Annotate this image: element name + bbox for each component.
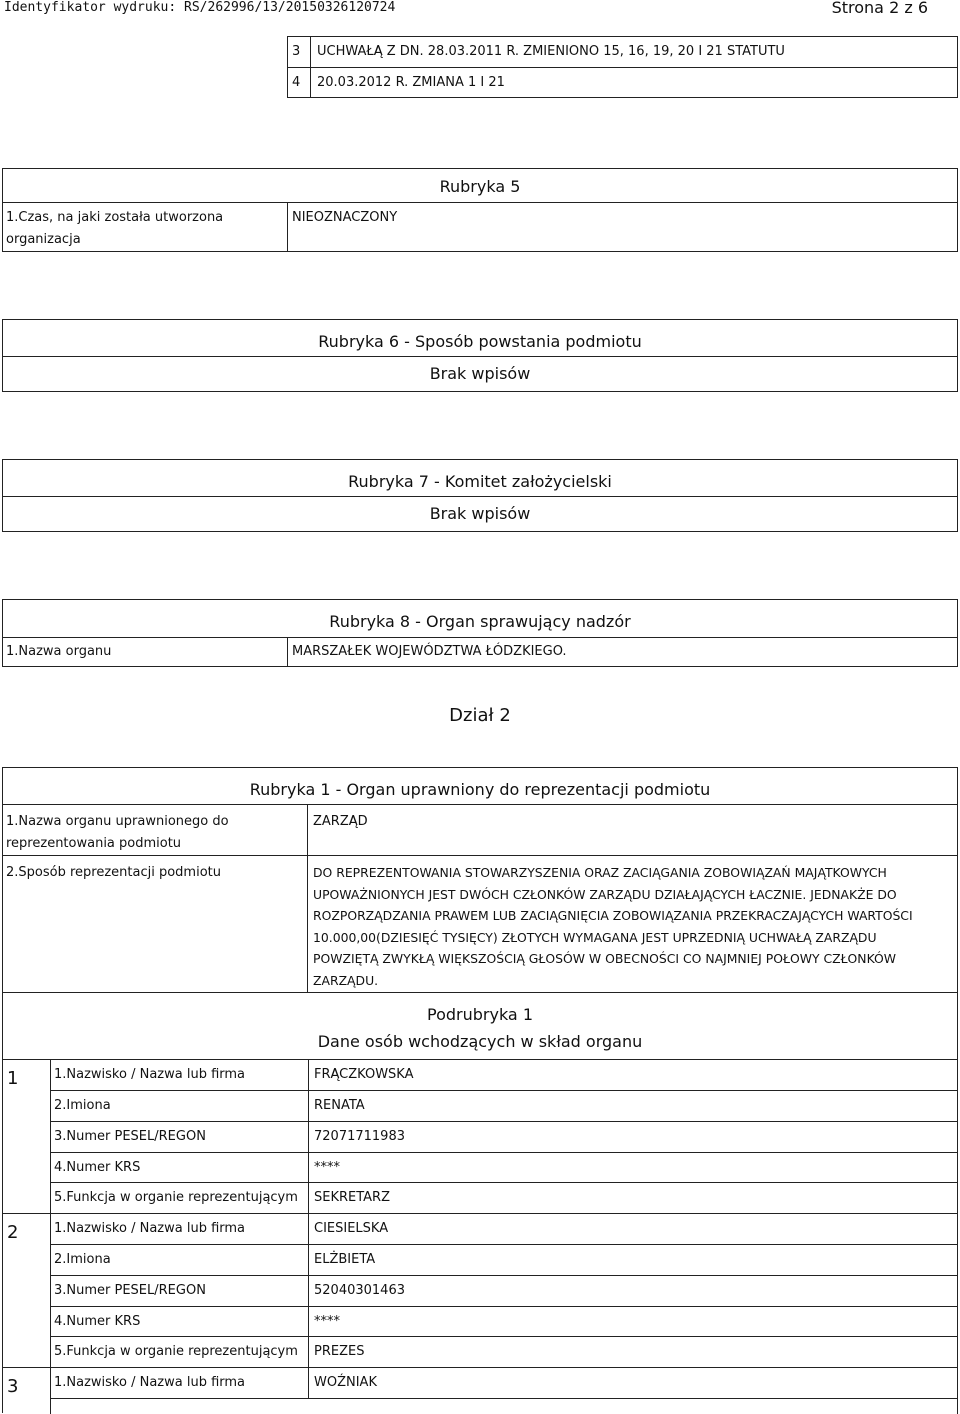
history-row-num-cell — [288, 37, 311, 67]
member-field-value: WOŹNIAK — [314, 1375, 377, 1390]
rubryka1-value2-cell — [308, 855, 957, 992]
rubryka1-title: Rubryka 1 - Organ uprawniony do reprezentacji podmiotu — [249, 780, 711, 799]
history-row-text: 20.03.2012 R. ZMIANA 1 I 21 — [317, 75, 505, 90]
history-table — [287, 36, 958, 98]
member-field-value: RENATA — [314, 1098, 365, 1113]
rubryka7-value: Brak wpisów — [3, 496, 957, 531]
rubryka1-value1: ZARZĄD — [313, 814, 368, 829]
page-number: Strona 2 z 6 — [831, 0, 928, 17]
rubryka1-label1: 1.Nazwa organu uprawnionego do reprezentowania podmiotu — [6, 814, 229, 851]
member-field-label: 2.Imiona — [54, 1252, 111, 1267]
member-field-row — [51, 1245, 957, 1276]
member-field-label: 1.Nazwisko / Nazwa lub firma — [54, 1375, 246, 1390]
member-field-row — [51, 1060, 957, 1091]
dzial2-title: Dział 2 — [449, 705, 511, 726]
rubryka1-value2: DO REPREZENTOWANIA STOWARZYSZENIA ORAZ ZACIĄGANIA ZOBOWIĄZAŃ MAJĄTKOWYCH UPOWAŻNIONYCH JEST DWÓCH CZŁONKÓW ZARZĄDU DZIAŁAJĄCYCH ŁACZNIE. JEDNAKŻE DO ROZPORZĄDZANIA PRAWEM LUB ZACIĄGNIĘCIA ZOBOWIĄZANIA PRZEKRACZAJĄCYCH WARTOŚCI 10.000,00(DZIESIĘĆ TYSIĘCY) ZŁOTYCH WYMAGANA JEST UPRZEDNIĄ UCHWAŁĄ ZARZĄDU POWZIĘTĄ ZWYKŁĄ WIĘKSZOŚCIĄ GŁOSÓW W OBECNOŚCI CO NAJMNIEJ POŁOWY CZŁONKÓW ZARZĄDU. — [313, 865, 913, 988]
rubryka5-value: NIEOZNACZONY — [292, 210, 398, 225]
member-field-value: CIESIELSKA — [314, 1221, 389, 1236]
member-field-row — [51, 1214, 957, 1245]
rubryka1-label2: 2.Sposób reprezentacji podmiotu — [6, 865, 221, 880]
rubryka8-value-cell — [288, 637, 957, 666]
rubryka5-title: Rubryka 5 — [439, 177, 521, 196]
member-block — [51, 1368, 958, 1414]
member-field-value: ELŻBIETA — [314, 1252, 376, 1267]
member-field-row — [51, 1307, 957, 1337]
rubryka1-label2-cell — [3, 855, 308, 992]
podrubryka1-subtitle: Dane osób wchodzących w skład organu — [317, 1032, 643, 1051]
history-row-num: 4 — [292, 75, 301, 90]
member-field-label: 3.Numer PESEL/REGON — [54, 1283, 206, 1298]
rubryka5-value-cell — [288, 202, 957, 251]
member-field-value: 72071711983 — [314, 1129, 405, 1144]
member-block — [51, 1060, 958, 1214]
rubryka7-section — [2, 459, 958, 532]
rubryka6-section — [2, 319, 958, 392]
rubryka8-title: Rubryka 8 - Organ sprawujący nadzór — [329, 612, 631, 631]
member-num-cell — [3, 1060, 51, 1214]
rubryka5-label: 1.Czas, na jaki została utworzona organizacja — [6, 210, 224, 247]
member-field-label: 5.Funkcja w organie reprezentującym — [54, 1344, 298, 1359]
rubryka1-section — [2, 767, 958, 993]
member-field-value: **** — [314, 1314, 340, 1329]
members-table — [2, 1059, 958, 1413]
rubryka8-value: MARSZAŁEK WOJEWÓDZTWA ŁÓDZKIEGO. — [292, 644, 567, 659]
member-field-label: 4.Numer KRS — [54, 1314, 141, 1329]
member-field-row — [51, 1183, 957, 1214]
rubryka8-section — [2, 599, 958, 667]
member-num: 3 — [7, 1376, 19, 1397]
rubryka6-value: Brak wpisów — [3, 356, 957, 391]
member-num: 1 — [7, 1068, 19, 1089]
member-field-value: PREZES — [314, 1344, 365, 1359]
rubryka1-value1-cell — [308, 804, 957, 855]
podrubryka1-header — [2, 992, 958, 1060]
member-field-value: 52040301463 — [314, 1283, 405, 1298]
history-row-num: 3 — [292, 44, 301, 59]
member-field-row — [51, 1337, 957, 1368]
member-field-value: **** — [314, 1160, 340, 1175]
rubryka5-label-cell — [3, 202, 288, 251]
member-field-label: 1.Nazwisko / Nazwa lub firma — [54, 1067, 246, 1082]
print-identifier: Identyfikator wydruku: RS/262996/13/20150326120724 — [4, 0, 396, 15]
member-num: 2 — [7, 1222, 19, 1243]
history-row-num-cell — [288, 68, 311, 97]
member-field-label: 3.Numer PESEL/REGON — [54, 1129, 206, 1144]
member-field-label: 2.Imiona — [54, 1098, 111, 1113]
member-field-row — [51, 1122, 957, 1153]
member-num-cell — [3, 1214, 51, 1368]
podrubryka1-title: Podrubryka 1 — [427, 1005, 533, 1024]
member-field-value: FRĄCZKOWSKA — [314, 1067, 414, 1082]
member-field-label: 4.Numer KRS — [54, 1160, 141, 1175]
member-field-value: SEKRETARZ — [314, 1190, 391, 1205]
member-field-label: 5.Funkcja w organie reprezentującym — [54, 1190, 298, 1205]
rubryka7-title: Rubryka 7 - Komitet założycielski — [348, 472, 612, 491]
member-field-row — [51, 1091, 957, 1122]
member-field-row — [51, 1368, 957, 1399]
member-num-cell — [3, 1368, 51, 1414]
history-row — [288, 37, 957, 68]
member-field-label: 1.Nazwisko / Nazwa lub firma — [54, 1221, 246, 1236]
rubryka8-label-cell — [3, 637, 288, 666]
rubryka5-section — [2, 168, 958, 252]
member-field-row — [51, 1276, 957, 1307]
rubryka1-label1-cell — [3, 804, 308, 855]
rubryka6-title: Rubryka 6 - Sposób powstania podmiotu — [318, 332, 642, 351]
rubryka8-label: 1.Nazwa organu — [6, 644, 112, 659]
history-row — [288, 68, 957, 98]
history-row-text: UCHWAŁĄ Z DN. 28.03.2011 R. ZMIENIONO 15, 16, 19, 20 I 21 STATUTU — [317, 44, 785, 59]
member-field-row — [51, 1153, 957, 1183]
member-block — [51, 1214, 958, 1368]
